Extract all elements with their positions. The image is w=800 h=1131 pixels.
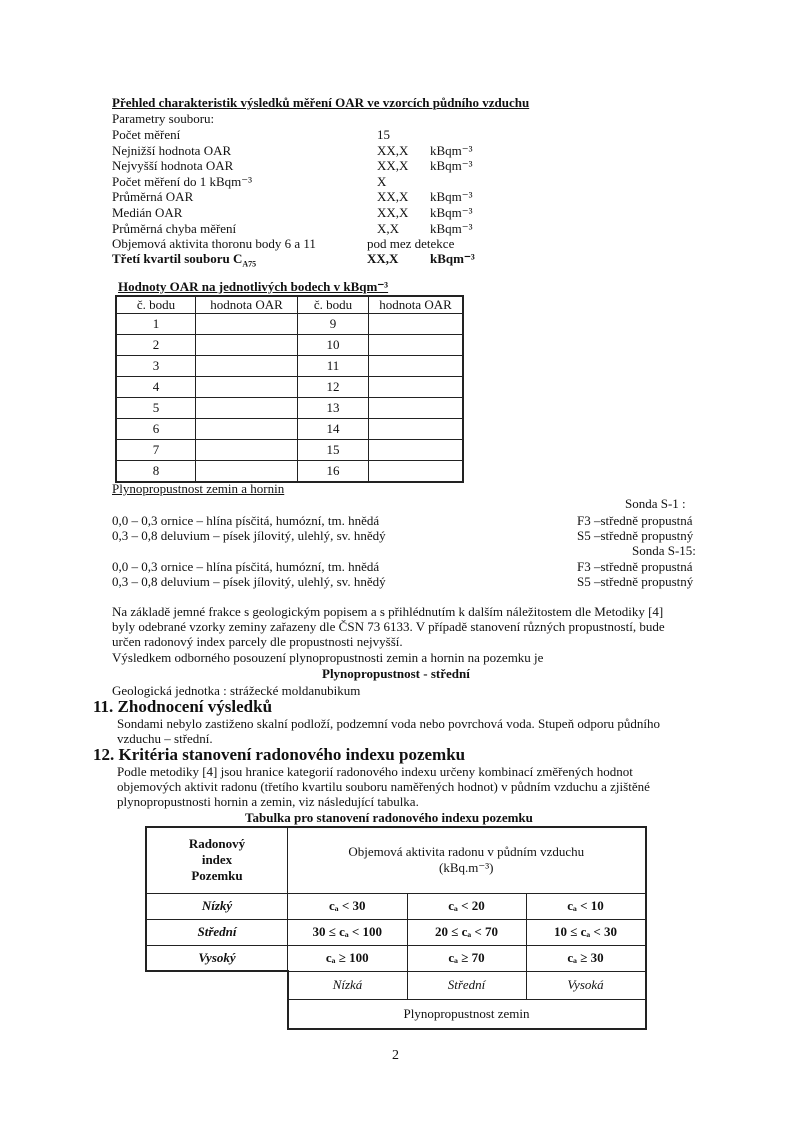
paragraph-line: Na základě jemné frakce s geologickým popisem a s přihlédnutím k dalším náležitostem dle Metodiky [4]	[112, 604, 664, 619]
criteria-table-title: Tabulka pro stanovení radonového indexu pozemku	[245, 810, 533, 825]
param-value: X,X	[377, 220, 400, 236]
param-value: XX,X	[377, 158, 409, 174]
point-number: 2	[116, 335, 196, 356]
layer-class: F3 –středně propustná	[577, 513, 693, 528]
oar-value-cell	[369, 314, 464, 335]
param-unit: kBqm⁻³	[430, 205, 473, 220]
point-number: 12	[298, 377, 369, 398]
empty-cell	[146, 999, 288, 1029]
header-oar-value: hodnota OAR	[369, 296, 464, 314]
points-row	[116, 440, 463, 461]
paragraph-line: určen radonový index parcely dle propustnosti nejvyšší.	[112, 634, 403, 649]
point-number: 16	[298, 461, 369, 483]
points-row	[116, 314, 463, 335]
empty-cell	[146, 971, 288, 999]
overview-subtitle: Parametry souboru:	[112, 111, 215, 126]
param-value: 15	[377, 127, 390, 142]
probe-s15-label: Sonda S-15:	[632, 543, 696, 558]
perm-level: Nízká	[288, 971, 408, 999]
oar-value-cell	[369, 377, 464, 398]
permeability-title: Plynopropustnost zemin a hornin	[112, 481, 285, 496]
points-row	[116, 377, 463, 398]
perm-level: Střední	[407, 971, 526, 999]
perm-level: Vysoká	[526, 971, 646, 999]
param-value: X	[377, 173, 387, 189]
quartile-value: XX,X	[367, 251, 399, 266]
point-number: 13	[298, 398, 369, 419]
probe-s1-label: Sonda S-1 :	[625, 496, 686, 511]
point-number: 6	[116, 419, 196, 440]
paragraph-line: Sondami nebylo zastiženo skalní podloží, podzemní voda nebo povrchová voda. Stupeň odporu půdního	[117, 716, 661, 731]
param-label: Počet měření do 1 kBqm⁻³	[112, 173, 253, 189]
criteria-threshold: cₐ < 20	[407, 893, 526, 919]
perm-level-row	[146, 971, 646, 999]
criteria-row	[146, 893, 646, 919]
perm-footer-row	[146, 999, 646, 1029]
criteria-threshold: cₐ < 10	[526, 893, 646, 919]
radon-index-label: Vysoký	[146, 945, 288, 971]
thoron-label: Objemová aktivita thoronu body 6 a 11	[112, 236, 316, 251]
oar-value-cell	[369, 398, 464, 419]
paragraph-line: Výsledkem odborného posouzení plynopropustnosti zemin a hornin na pozemku je	[112, 650, 544, 665]
oar-value-cell	[196, 461, 298, 483]
param-label: Průměrná chyba měření	[112, 220, 237, 236]
paragraph-line: byly odebrané vzorky zeminy zařazeny dle ČSN 73 6133. V případě stanovení různých propustností, bude	[112, 619, 665, 634]
oar-value-cell	[369, 356, 464, 377]
paragraph-line: vzduchu – střední.	[117, 731, 213, 746]
oar-value-cell	[369, 440, 464, 461]
quartile-label: Třetí kvartil souboru $C_{A75}$	[112, 251, 257, 269]
param-unit: kBqm⁻³	[430, 158, 473, 174]
criteria-table	[145, 826, 647, 1030]
point-number: 4	[116, 377, 196, 398]
param-unit: kBqm⁻³	[430, 220, 473, 236]
point-number: 14	[298, 419, 369, 440]
point-number: 8	[116, 461, 196, 483]
param-label: Průměrná OAR	[112, 189, 194, 205]
param-label: Nejnižší hodnota OAR	[112, 142, 232, 158]
criteria-threshold: 10 ≤ cₐ < 30	[526, 919, 646, 945]
oar-value-cell	[369, 419, 464, 440]
section-11-heading: 11. Zhodnocení výsledků	[93, 697, 273, 716]
permeability-result: Plynopropustnost - střední	[322, 666, 470, 681]
oar-value-cell	[196, 377, 298, 398]
points-row	[116, 356, 463, 377]
points-header-row	[116, 296, 463, 314]
layer-class: F3 –středně propustná	[577, 559, 693, 574]
point-number: 11	[298, 356, 369, 377]
quartile-unit: kBqm⁻³	[430, 251, 475, 266]
section-12-heading: 12. Kritéria stanovení radonového indexu pozemku	[93, 745, 466, 764]
points-table	[115, 295, 464, 483]
thoron-value: pod mez detekce	[367, 236, 455, 251]
oar-value-cell	[196, 398, 298, 419]
paragraph-line: plynopropustnosti hornin a zemin, viz následující tabulka.	[117, 794, 419, 809]
paragraph-line: Podle metodiky [4] jsou hranice kategorií radonového indexu určeny kombinací změřených hodnot	[117, 764, 633, 779]
perm-footer: Plynopropustnost zemin	[288, 999, 646, 1029]
criteria-corner	[146, 827, 288, 893]
layer-text: 0,0 – 0,3 ornice – hlína písčitá, humózní, tm. hnědá	[112, 513, 380, 528]
overview-title: Přehled charakteristik výsledků měření OAR ve vzorcích půdního vzduchu	[112, 95, 530, 110]
criteria-threshold: cₐ ≥ 70	[407, 945, 526, 971]
criteria-header-text: Objemová aktivita radonu v půdním vzduchu	[348, 844, 585, 860]
radon-index-label: Střední	[146, 919, 288, 945]
point-number: 9	[298, 314, 369, 335]
criteria-row	[146, 945, 646, 971]
oar-value-cell	[196, 419, 298, 440]
corner-line: Pozemku	[191, 868, 243, 884]
layer-text: 0,3 – 0,8 deluvium – písek jílovitý, ulehlý, sv. hnědý	[112, 574, 386, 589]
point-number: 10	[298, 335, 369, 356]
layer-class: S5 –středně propustný	[577, 528, 694, 543]
criteria-threshold: 30 ≤ cₐ < 100	[288, 919, 408, 945]
points-row	[116, 398, 463, 419]
param-value: XX,X	[377, 142, 409, 158]
header-oar-value: hodnota OAR	[196, 296, 298, 314]
criteria-threshold: cₐ < 30	[288, 893, 408, 919]
criteria-header-unit: (kBq.m⁻³)	[439, 860, 494, 876]
radon-index-label: Nízký	[146, 893, 288, 919]
criteria-threshold: 20 ≤ cₐ < 70	[407, 919, 526, 945]
layer-text: 0,3 – 0,8 deluvium – písek jílovitý, ulehlý, sv. hnědý	[112, 528, 386, 543]
point-number: 5	[116, 398, 196, 419]
oar-value-cell	[196, 356, 298, 377]
corner-line: index	[201, 852, 233, 868]
point-number: 3	[116, 356, 196, 377]
point-number: 7	[116, 440, 196, 461]
paragraph-line: objemových aktivit radonu (třetího kvartilu souboru naměřených hodnot) v půdním vzduchu a zjištěné	[117, 779, 650, 794]
layer-text: 0,0 – 0,3 ornice – hlína písčitá, humózní, tm. hnědá	[112, 559, 380, 574]
criteria-row	[146, 919, 646, 945]
param-label: Nejvyšší hodnota OAR	[112, 158, 234, 174]
oar-value-cell	[196, 440, 298, 461]
layer-class: S5 –středně propustný	[577, 574, 694, 589]
criteria-threshold: cₐ ≥ 30	[526, 945, 646, 971]
points-row	[116, 419, 463, 440]
param-unit: kBqm⁻³	[430, 189, 473, 205]
oar-value-cell	[196, 335, 298, 356]
point-number: 15	[298, 440, 369, 461]
param-value: XX,X	[377, 205, 409, 220]
corner-line: Radonový	[188, 836, 246, 852]
oar-value-cell	[369, 335, 464, 356]
page-number: 2	[392, 1048, 399, 1063]
header-point-no: č. bodu	[116, 296, 196, 314]
param-label: Počet měření	[112, 127, 181, 142]
criteria-threshold: cₐ ≥ 100	[288, 945, 408, 971]
points-row	[116, 461, 463, 483]
param-unit: kBqm⁻³	[430, 142, 473, 158]
geological-unit: Geologická jednotka : strážecké moldanubikum	[112, 683, 361, 698]
points-title: Hodnoty OAR na jednotlivých bodech v kBqm⁻³	[118, 279, 389, 294]
oar-value-cell	[369, 461, 464, 483]
oar-value-cell	[196, 314, 298, 335]
points-row	[116, 335, 463, 356]
criteria-header	[288, 827, 646, 893]
header-point-no: č. bodu	[298, 296, 369, 314]
point-number: 1	[116, 314, 196, 335]
param-label: Medián OAR	[112, 205, 183, 220]
param-value: XX,X	[377, 189, 409, 205]
